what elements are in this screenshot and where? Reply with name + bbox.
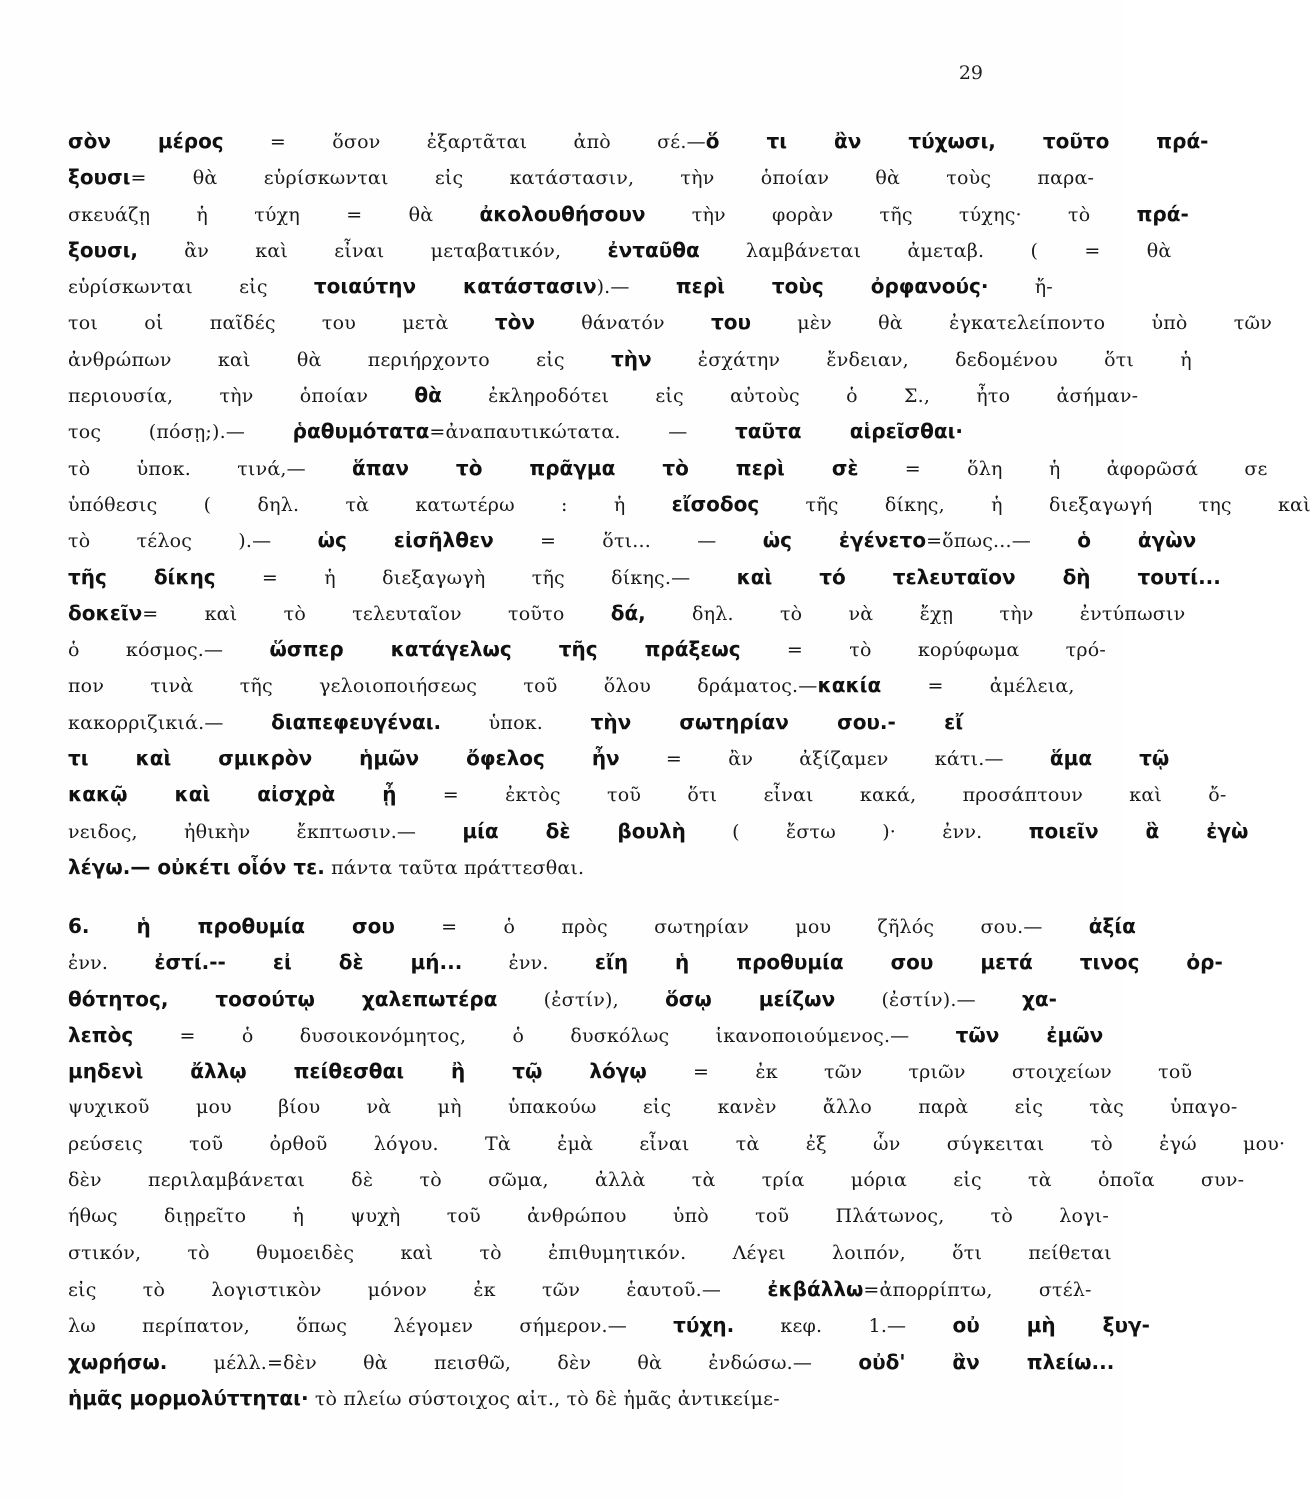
commentary-text: δηλ. τὸ νὰ ἔχῃ τὴν ἐντύπωσιν <box>645 602 1186 625</box>
bold-lemma: χα- <box>1022 986 1057 1011</box>
bold-lemma: περὶ τοὺς ὀρφανούς· <box>675 274 989 299</box>
bold-lemma: 6. ἡ προθυμία σου <box>68 914 395 938</box>
text-line <box>68 232 1172 268</box>
bold-lemma: ἐνταῦθα <box>607 237 700 262</box>
commentary-text: ἂν καὶ εἶναι μεταβατικόν, <box>138 239 608 262</box>
commentary-text: ἐκληροδότει εἰς αὐτοὺς ὁ Σ., ἦτο ἀσήμαν- <box>441 385 1139 408</box>
bold-lemma: σὸν μέρος <box>68 129 224 153</box>
text-line <box>68 1307 1150 1343</box>
commentary-text: λω περίπατον, ὅπως λέγομεν σήμερον.— <box>68 1315 674 1338</box>
commentary-text: =ἀναπαυτικώτατα. — <box>429 421 735 444</box>
text-line <box>68 268 1053 304</box>
text-line <box>68 1017 1104 1053</box>
bold-lemma: θὰ <box>414 383 442 408</box>
text-line <box>68 981 1057 1017</box>
text-line <box>68 522 1197 558</box>
text-line <box>68 123 1209 159</box>
bold-lemma: τοιαύτην κατάστασιν <box>313 274 597 299</box>
text-line <box>68 304 1272 340</box>
commentary-text: τος (πόσῃ;).— <box>68 421 293 444</box>
commentary-text: ἐνν. <box>462 952 595 975</box>
bold-lemma: ἅπαν τὸ πρᾶγμα τὸ περὶ σὲ <box>352 455 859 480</box>
commentary-text: = ἡ διεξαγωγὴ τῆς δίκης.— <box>215 566 737 589</box>
bold-lemma: ὥσπερ κατάγελως τῆς πράξεως <box>269 637 741 662</box>
commentary-text: = ἐκτὸς τοῦ ὅτι εἶναι κακά, προσάπτουν καὶ ὄ- <box>396 784 1227 807</box>
text-line <box>68 559 1221 595</box>
text-line <box>68 377 1139 413</box>
commentary-text: ἤ- <box>988 276 1053 299</box>
text-line <box>68 1380 963 1416</box>
bold-lemma: εἴσοδος <box>671 491 760 516</box>
text-line <box>68 341 1192 377</box>
bold-lemma: διαπεφευγέναι. <box>271 709 442 734</box>
text-line <box>68 944 1223 980</box>
bold-lemma: ὡς ἐγένετο <box>762 528 927 553</box>
commentary-text: (ἐστίν).— <box>835 988 1023 1011</box>
text-line <box>68 740 1170 776</box>
paragraph-commentary-5 <box>68 123 1311 885</box>
text-line <box>68 595 1186 631</box>
bold-lemma: του <box>710 310 751 335</box>
text-line <box>68 159 1095 195</box>
commentary-text: = τὸ κορύφωμα τρό- <box>740 639 1107 662</box>
bold-lemma: δοκεῖν <box>68 600 143 625</box>
commentary-text: = ὅλη ἡ ἀφορῶσά σε <box>858 457 1268 480</box>
bold-lemma: κακία <box>817 673 882 698</box>
commentary-text: (ἐστίν), <box>497 988 666 1011</box>
bold-lemma: πρά- <box>1136 201 1189 226</box>
bold-lemma: εἴη ἡ προθυμία σου μετά τινος ὀρ- <box>594 950 1223 975</box>
commentary-text: ψυχικοῦ μου βίου νὰ μὴ ὑπακούω εἰς κανὲν ἄλλο παρὰ εἰς τὰς ὑπαγο- <box>68 1096 1238 1119</box>
bold-lemma: λεπὸς <box>68 1022 134 1047</box>
commentary-text: σκευάζῃ ἡ τύχη = θὰ <box>68 203 480 226</box>
commentary-text: ὑποκ. <box>441 711 591 734</box>
bold-lemma: ἀκολουθήσουν <box>479 201 646 226</box>
text-line <box>68 1344 1115 1380</box>
text-line <box>68 486 1311 522</box>
commentary-text: κεφ. 1.— <box>734 1315 953 1338</box>
commentary-text: = ἀμέλεια, <box>881 675 1075 698</box>
bold-lemma: ὡς εἰσῆλθεν <box>317 528 494 553</box>
commentary-text: πάντα ταῦτα πράττεσθαι. <box>324 856 585 879</box>
bold-lemma: τι καὶ σμικρὸν ἡμῶν ὄφελος ἦν <box>68 746 620 771</box>
commentary-text: = ὅτι... — <box>493 530 763 553</box>
commentary-text: =ἀπορρίπτω, στέλ- <box>863 1278 1092 1301</box>
commentary-text: = ὅσον ἐξαρτᾶται ἀπὸ σέ.— <box>223 131 706 153</box>
commentary-text: περιουσία, τὴν ὁποίαν <box>68 385 415 408</box>
bold-lemma: ἐστί.-- εἰ δὲ μή... <box>154 950 463 975</box>
commentary-text: δὲν περιλαμβάνεται δὲ τὸ σῶμα, ἀλλὰ τὰ τρία μόρια εἰς τὰ ὁποῖα συν- <box>68 1169 1245 1192</box>
bold-lemma: ξουσι <box>68 165 131 190</box>
bold-lemma: ἀξία <box>1088 914 1136 938</box>
bold-lemma: ὅσῳ μείζων <box>665 986 836 1011</box>
commentary-text: ( ἔστω )· ἐνν. <box>685 820 1029 843</box>
commentary-text: ήθως διῃρεῖτο ἡ ψυχὴ τοῦ ἀνθρώπου ὑπὸ τοῦ Πλάτωνος, τὸ λογι- <box>68 1205 1109 1228</box>
text-line <box>68 1053 1193 1089</box>
bold-lemma: ἅμα τῷ <box>1049 746 1170 771</box>
bold-lemma: θότητος, τοσούτῳ χαλεπωτέρα <box>68 986 498 1011</box>
bold-lemma: καὶ τό τελευταῖον δὴ τουτί... <box>736 564 1221 589</box>
text-line <box>68 667 1075 703</box>
bold-lemma: ὁ ἀγὼν <box>1077 528 1197 553</box>
text-line <box>68 1271 1092 1307</box>
bold-lemma: ξουσι, <box>68 237 139 262</box>
commentary-text: = θὰ εὑρίσκωνται εἰς κατάστασιν, τὴν ὁποίαν θὰ τοὺς παρα- <box>130 167 1095 190</box>
bold-lemma: κακῷ καὶ αἰσχρὰ ᾖ <box>68 782 397 807</box>
commentary-text: = ἐκ τῶν τριῶν στοιχείων τοῦ <box>646 1061 1193 1084</box>
bold-lemma: ταῦτα αἱρεῖσθαι· <box>734 419 963 444</box>
commentary-text: τὴν φορὰν τῆς τύχης· τὸ <box>645 203 1137 226</box>
bold-lemma: μηδενὶ ἄλλῳ πείθεσθαι ἢ τῷ λόγῳ <box>68 1059 647 1084</box>
text-line <box>68 704 963 740</box>
text-line <box>68 849 963 885</box>
commentary-text: = ἂν ἀξίζαμεν κάτι.— <box>619 748 1050 771</box>
commentary-text: εἰς τὸ λογιστικὸν μόνον ἐκ τῶν ἑαυτοῦ.— <box>68 1278 768 1301</box>
bold-lemma: ὅ τι ἂν τύχωσι, τοῦτο πρά- <box>705 129 1209 153</box>
commentary-text: στικόν, τὸ θυμοειδὲς καὶ τὸ ἐπιθυμητικόν. Λέγει λοιπόν, ὅτι πείθεται <box>68 1241 1112 1264</box>
text-line <box>68 413 963 449</box>
bold-lemma: ποιεῖν ἃ ἐγὼ <box>1028 818 1249 843</box>
bold-lemma: μία δὲ βουλὴ <box>462 818 686 843</box>
bold-lemma: οὐδ' ἂν πλείω... <box>858 1349 1115 1374</box>
commentary-text: κακορριζικιά.— <box>68 711 272 734</box>
bold-lemma: ἡμᾶς μορμολύττηται· <box>68 1385 309 1410</box>
commentary-text: τὸ τέλος ).— <box>68 530 318 553</box>
page-number: 29 <box>958 62 983 84</box>
commentary-text: μὲν θὰ ἐγκατελείποντο ὑπὸ τῶν <box>751 312 1272 335</box>
bold-lemma: ἐκβάλλω <box>767 1276 864 1301</box>
commentary-text: ἐσχάτην ἔνδειαν, δεδομένου ὅτι ἡ <box>651 348 1192 371</box>
bold-lemma: οὐ μὴ ξυγ- <box>952 1313 1150 1338</box>
bold-lemma: ῥαθυμότατα <box>292 419 430 444</box>
text-line <box>68 196 1189 232</box>
bold-lemma: τῆς δίκης <box>68 564 216 589</box>
commentary-text: μέλλ.=δὲν θὰ πεισθῶ, δὲν θὰ ἐνδώσω.— <box>167 1351 859 1374</box>
text-line <box>68 908 1136 944</box>
commentary-text: ἐνν. <box>68 952 155 975</box>
bold-lemma: τὴν <box>610 346 652 371</box>
text-line <box>68 1126 1286 1162</box>
text-line <box>68 813 1249 849</box>
bold-lemma: λέγω.— οὐκέτι οἷόν τε. <box>68 854 325 879</box>
commentary-text: εὑρίσκωνται εἰς <box>68 276 314 299</box>
commentary-text: τοι οἱ παῖδές του μετὰ <box>68 312 495 335</box>
text-line <box>68 1198 1109 1234</box>
bold-lemma: δά, <box>610 600 646 625</box>
commentary-text: τὸ ὑποκ. τινά,— <box>68 457 353 480</box>
bold-lemma: τύχη. <box>673 1313 735 1338</box>
commentary-text: ἀνθρώπων καὶ θὰ περιήρχοντο εἰς <box>68 348 611 371</box>
bold-lemma: τῶν ἐμῶν <box>955 1022 1104 1047</box>
commentary-text: ὁ κόσμος.— <box>68 639 270 662</box>
commentary-text: = ὁ πρὸς σωτηρίαν μου ζῆλός σου.— <box>394 916 1089 938</box>
commentary-text: τὸ πλείω σύστοιχος αἰτ., τὸ δὲ ἡμᾶς ἀντικείμε- <box>308 1387 780 1410</box>
commentary-text: τῆς δίκης, ἡ διεξαγωγή της καὶ <box>759 493 1311 516</box>
text-line <box>68 631 1107 667</box>
commentary-text: = καὶ τὸ τελευταῖον τοῦτο <box>142 602 611 625</box>
commentary-text: ).— <box>596 276 676 299</box>
commentary-text: θάνατόν <box>534 312 711 335</box>
commentary-text: λαμβάνεται ἀμεταβ. ( = θὰ <box>699 239 1172 262</box>
text-line <box>68 776 1227 812</box>
bold-lemma: τὴν σωτηρίαν σου.- εἴ <box>590 709 964 734</box>
commentary-text: πον τινὰ τῆς γελοιοποιήσεως τοῦ ὅλου δράματος.— <box>68 675 818 698</box>
commentary-text: νειδος, ἠθικὴν ἔκπτωσιν.— <box>68 820 463 843</box>
paragraph-commentary-6 <box>68 908 1286 1416</box>
text-line <box>68 1235 1112 1271</box>
text-line <box>68 1162 1245 1198</box>
commentary-text: ρεύσεις τοῦ ὀρθοῦ λόγου. Τὰ ἐμὰ εἶναι τὰ ἐξ ὧν σύγκειται τὸ ἐγώ μου· <box>68 1132 1286 1155</box>
commentary-text: = ὁ δυσοικονόμητος, ὁ δυσκόλως ἱκανοποιούμενος.— <box>133 1024 956 1047</box>
commentary-text: ὑπόθεσις ( δηλ. τὰ κατωτέρω : ἡ <box>68 493 672 516</box>
bold-lemma: χωρήσω. <box>68 1349 168 1374</box>
commentary-text: =ὅπως...— <box>926 530 1078 553</box>
text-line <box>68 1089 1238 1125</box>
bold-lemma: τὸν <box>494 310 535 335</box>
text-line <box>68 450 1268 486</box>
